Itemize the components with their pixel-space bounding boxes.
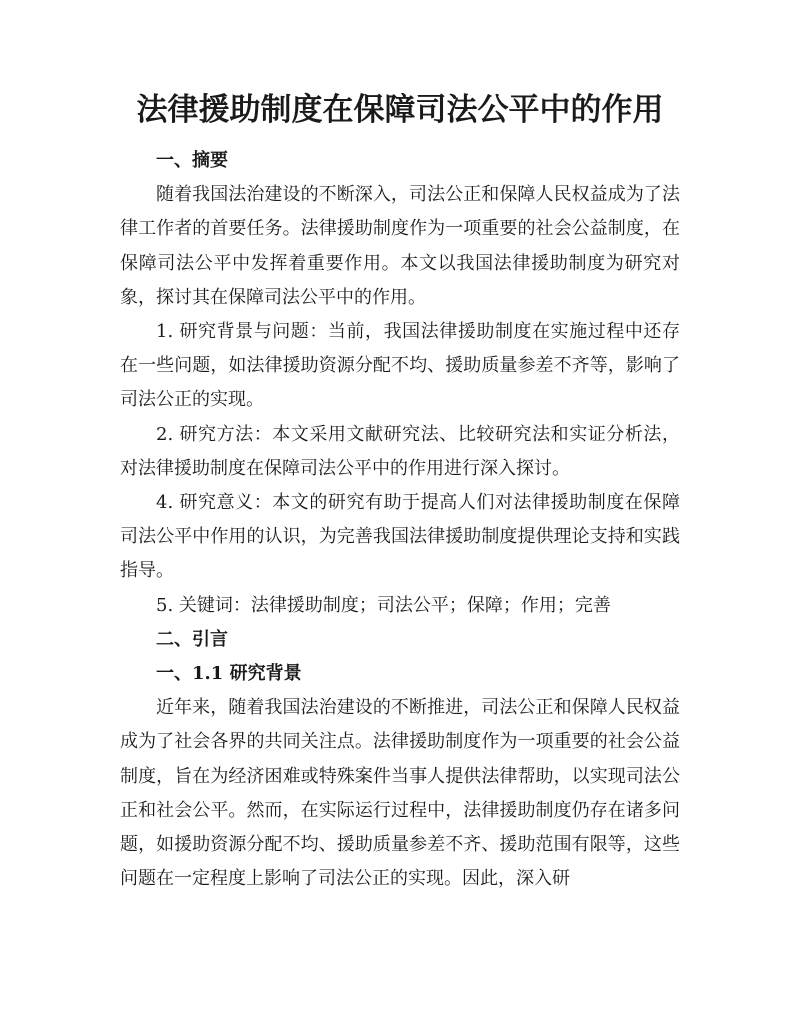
abstract-paragraph: 随着我国法治建设的不断深入，司法公正和保障人民权益成为了法律工作者的首要任务。法律援助制度作为一项重要的社会公益制度，在保障司法公平中发挥着重要作用。本文以我国法律援助制度为研究对象，探讨其在保障司法公平中的作用。 — [120, 184, 680, 308]
intro-heading: 二、引言 — [156, 628, 228, 650]
intro-paragraph: 近年来，随着我国法治建设的不断推进，司法公正和保障人民权益成为了社会各界的共同关注点。法律援助制度作为一项重要的社会公益制度，旨在为经济困难或特殊案件当事人提供法律帮助，以实现司法公正和社会公平。然而，在实际运行过程中，法律援助制度仍存在诸多问题，如援助资源分配不均、援助质量参差不齐、援助范围有限等，这些问题在一定程度上影响了司法公正的实现。因此，深入研 — [120, 697, 680, 890]
document-title: 法律援助制度在保障司法公平中的作用 — [136, 92, 664, 128]
abstract-item-2: 2. 研究方法：本文采用文献研究法、比较研究法和实证分析法，对法律援助制度在保障司法公平中的作用进行深入探讨。 — [120, 423, 680, 479]
research-background-heading: 一、1.1 研究背景 — [156, 663, 302, 685]
document-body — [120, 144, 680, 896]
abstract-item-4: 4. 研究意义：本文的研究有助于提高人们对法律援助制度在保障司法公平中作用的认识，为完善我国法律援助制度提供理论支持和实践指导。 — [120, 492, 680, 582]
abstract-heading: 一、摘要 — [156, 150, 228, 171]
abstract-item-5-keywords: 5. 关键词：法律援助制度；司法公平；保障；作用；完善 — [156, 594, 611, 616]
abstract-item-1: 1. 研究背景与问题：当前，我国法律援助制度在实施过程中还存在一些问题，如法律援助资源分配不均、援助质量参差不齐等，影响了司法公正的实现。 — [120, 321, 680, 411]
